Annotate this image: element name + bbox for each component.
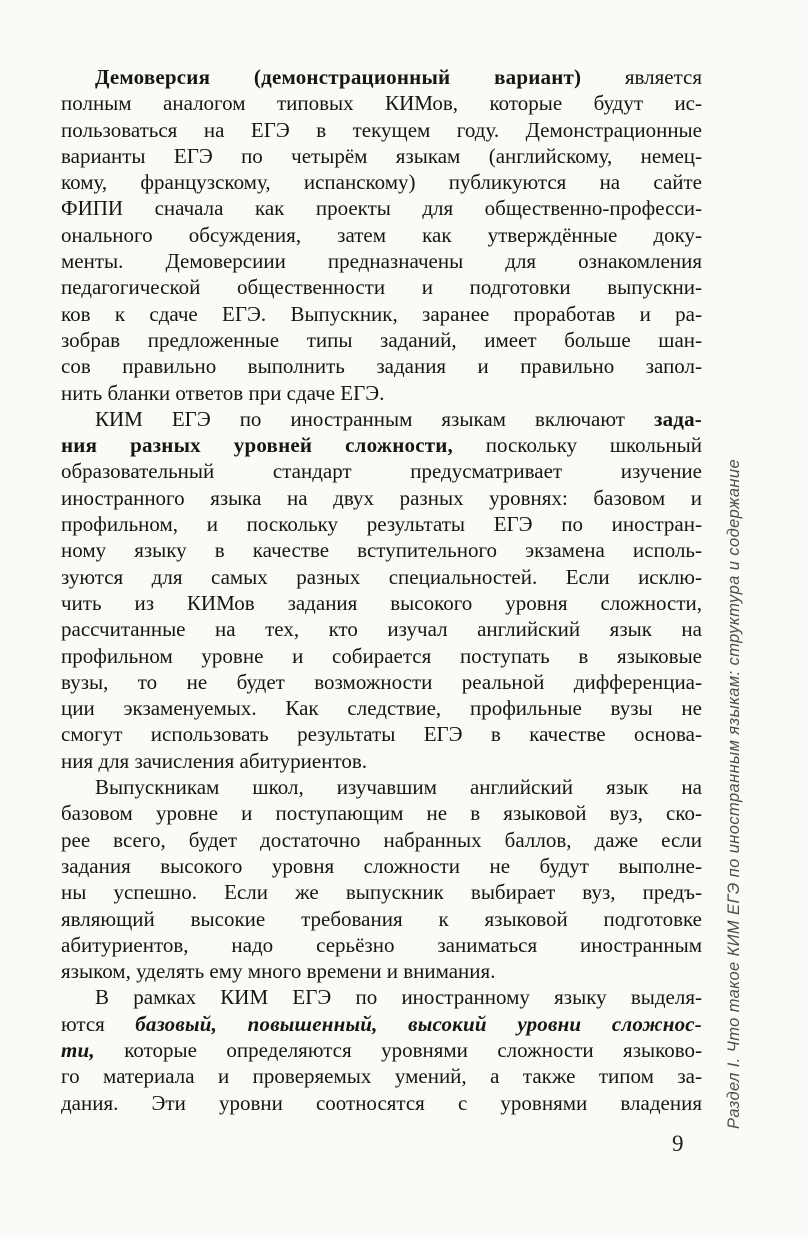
text-line: вузы, то не будет возможности реальной дифференциа- bbox=[61, 669, 702, 694]
text-line: менты. Демоверсиии предназначены для ознакомления bbox=[61, 249, 702, 274]
text-line: иностранного языка на двух разных уровнях: базовом и bbox=[61, 485, 702, 510]
text-line: пользоваться на ЕГЭ в текущем году. Демонстрационные bbox=[61, 117, 702, 142]
text-line: ков к сдаче ЕГЭ. Выпускник, заранее проработав и ра- bbox=[61, 301, 702, 326]
text-line: образовательный стандарт предусматривает изучение bbox=[61, 459, 702, 484]
body-text bbox=[61, 64, 702, 1116]
text-line: КИМ ЕГЭ по иностранным языкам включают зада- bbox=[95, 406, 702, 431]
page-number: 9 bbox=[672, 1131, 684, 1156]
text-line: кому, французскому, испанскому) публикуются на сайте bbox=[61, 170, 702, 195]
text-line: базовом уровне и поступающим не в языковой вуз, ско- bbox=[61, 801, 702, 826]
text-line: профильном уровне и собирается поступать в языковые bbox=[61, 643, 702, 668]
text-line: профильном, и поскольку результаты ЕГЭ по иностран- bbox=[61, 512, 702, 537]
text-line: ному языку в качестве вступительного экзамена исполь- bbox=[61, 538, 702, 563]
text-line: рассчитанные на тех, кто изучал английский язык на bbox=[61, 617, 702, 642]
text-line: ции экзаменуемых. Как следствие, профильные вузы не bbox=[61, 696, 702, 721]
text-line: являющий высокие требования к языковой подготовке bbox=[61, 906, 702, 931]
text-line: языком, уделять ему много времени и внимания. bbox=[61, 959, 496, 984]
text-line: варианты ЕГЭ по четырём языкам (английскому, немец- bbox=[61, 143, 702, 168]
text-line: го материала и проверяемых умений, а также типом за- bbox=[61, 1064, 702, 1089]
section-title-vertical: Раздел I. Что такое КИМ ЕГЭ по иностранным языкам: структура и содержание bbox=[725, 458, 743, 1129]
text-line: смогут использовать результаты ЕГЭ в качестве основа- bbox=[61, 722, 702, 747]
text-line: Выпускникам школ, изучавшим английский язык на bbox=[95, 775, 702, 800]
text-line: рее всего, будет достаточно набранных баллов, даже если bbox=[61, 827, 702, 852]
text-line: Демоверсия (демонстрационный вариант) является bbox=[95, 65, 703, 89]
text-line: дания. Эти уровни соотносятся с уровнями владения bbox=[61, 1090, 702, 1115]
text-line: задания высокого уровня сложности не будут выполне- bbox=[61, 853, 702, 878]
text-line: нить бланки ответов при сдаче ЕГЭ. bbox=[61, 380, 385, 405]
text-line: В рамках КИМ ЕГЭ по иностранному языку выделя- bbox=[95, 985, 702, 1010]
text-line: ния разных уровней сложности, поскольку школьный bbox=[61, 433, 703, 458]
text-line: ются базовый, повышенный, высокий уровни сложнос- bbox=[61, 1011, 703, 1036]
text-line: зобрав предложенные типы заданий, имеет больше шан- bbox=[61, 327, 702, 352]
text-line: онального обсуждения, затем как утверждённые доку- bbox=[61, 222, 702, 247]
text-line: полным аналогом типовых КИМов, которые будут ис- bbox=[61, 91, 702, 116]
text-line: ния для зачисления абитуриентов. bbox=[61, 748, 368, 773]
text-line: зуются для самых разных специальностей. Если исклю- bbox=[61, 564, 702, 589]
text-line: ФИПИ сначала как проекты для общественно-професси- bbox=[61, 196, 702, 221]
text-line: ти, которые определяются уровнями сложности языково- bbox=[61, 1037, 702, 1062]
text-line: ны успешно. Если же выпускник выбирает вуз, предъ- bbox=[61, 880, 702, 905]
text-line: чить из КИМов задания высокого уровня сложности, bbox=[61, 590, 702, 615]
text-line: сов правильно выполнить задания и правильно запол- bbox=[61, 354, 702, 379]
text-line: педагогической общественности и подготовки выпускни- bbox=[61, 275, 702, 300]
text-line: абитуриентов, надо серьёзно заниматься иностранным bbox=[61, 932, 702, 957]
